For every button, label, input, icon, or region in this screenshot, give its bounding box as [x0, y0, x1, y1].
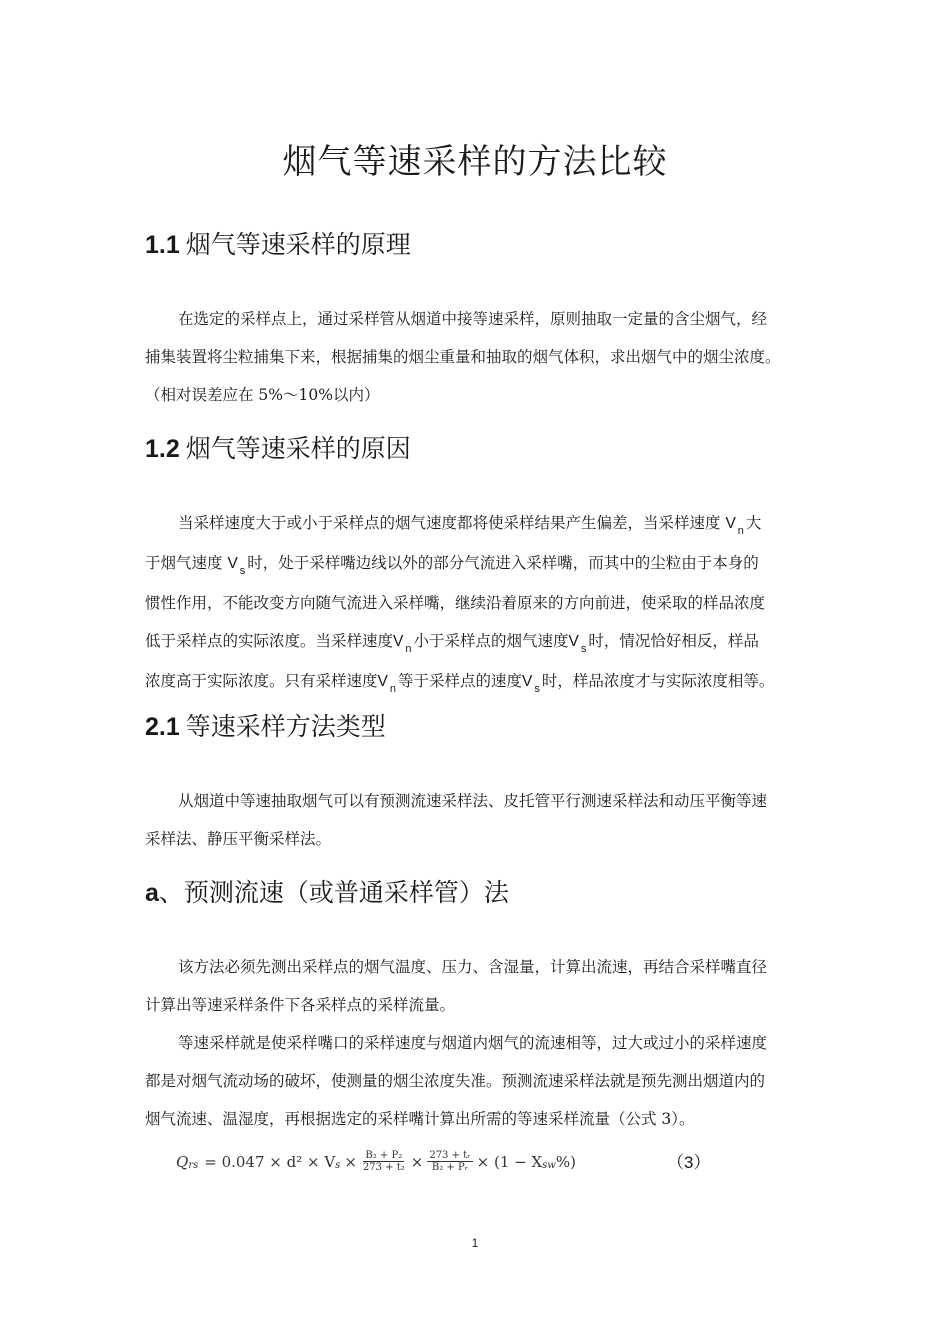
fraction-numerator: 273 + tᵣ: [429, 1150, 471, 1161]
formula-times: ×: [344, 1152, 357, 1171]
section-heading-1-1: [145, 228, 411, 262]
subscript: n: [405, 643, 412, 655]
text-run: 于烟气速度: [145, 554, 223, 572]
section-number: 1.1: [145, 231, 180, 259]
paragraph-principle: [145, 300, 808, 414]
formula-fraction-2: [427, 1150, 472, 1173]
text-run: 小于采样点的烟气速度: [413, 632, 569, 650]
text-run: 浓度高于实际浓度。只有采样速度: [145, 672, 378, 690]
section-number: a: [145, 879, 159, 907]
text-line: 都是对烟气流动场的破坏，使测量的烟尘浓度失准。预测流速采样法就是预先测出烟道内的: [145, 1072, 766, 1090]
formula-3: [176, 1150, 576, 1173]
fraction-numerator: B₂ + P₂: [365, 1150, 403, 1161]
text-line: 捕集装置将尘粒捕集下来，根据捕集的烟尘重量和抽取的烟气体积，求出烟气中的烟尘浓度。: [145, 348, 781, 366]
document-title: 烟气等速采样的方法比较: [282, 142, 668, 182]
formula-tail-sub: sw: [542, 1160, 556, 1171]
section-heading-1-2: [145, 432, 411, 466]
text-line: 该方法必须先测出采样点的烟气温度、压力、含湿量，计算出流速，再结合采样嘴直径: [178, 958, 768, 976]
text-line: [145, 504, 808, 544]
section-heading-a: [145, 876, 509, 910]
section-number: 2.1: [145, 713, 180, 741]
formula-fraction-1: [361, 1150, 407, 1173]
text-run: 大: [745, 514, 762, 532]
page-number: 1: [471, 1236, 479, 1250]
symbol-v: V: [377, 673, 388, 690]
text-run: 当采样速度大于或小于采样点的烟气速度都将使采样结果产生偏差，当采样速度: [178, 514, 721, 532]
section-heading-2-1: [145, 710, 386, 744]
text-line: [145, 544, 808, 584]
text-line: 惯性作用，不能改变方向随气流进入采样嘴，继续沿着原来的方向前进，使采取的样品浓度: [145, 594, 766, 612]
formula-lhs: Q: [176, 1152, 189, 1171]
text-run: 等于采样点的速度: [397, 672, 522, 690]
formula-part1: = 0.047 × d² × V: [204, 1152, 336, 1171]
equation-number: （3）: [667, 1153, 711, 1172]
paragraph-predict-1: [145, 948, 808, 1024]
section-title: 、预测流速（或普通采样管）法: [158, 878, 509, 907]
symbol-v: V: [568, 633, 579, 650]
text-line: [145, 662, 808, 702]
subscript: n: [389, 683, 396, 695]
section-title: 等速采样方法类型: [185, 712, 386, 741]
formula-part1-sub: s: [335, 1160, 341, 1171]
paragraph-predict-2: [145, 1024, 808, 1138]
text-line: [145, 622, 808, 662]
text-run: 低于采样点的实际浓度。当采样速度: [145, 632, 394, 650]
text-line: 在选定的采样点上，通过采样管从烟道中接等速采样，原则抽取一定量的含尘烟气，经: [178, 310, 768, 328]
symbol-v: V: [227, 555, 238, 572]
subscript: s: [239, 565, 246, 577]
text-run: 时，情况恰好相反，样品: [588, 632, 759, 650]
text-line: 等速采样就是使采样嘴口的采样速度与烟道内烟气的流速相等，过大或过小的采样速度: [178, 1034, 768, 1052]
paragraph-method-types: [145, 782, 808, 858]
fraction-denominator: B₂ + Pᵣ: [431, 1162, 469, 1173]
section-title: 烟气等速采样的原因: [185, 434, 411, 463]
text-line: 采样法、静压平衡采样法。: [145, 830, 332, 848]
subscript: n: [737, 525, 744, 537]
text-line: 烟气流速、温湿度，再根据选定的采样嘴计算出所需的等速采样流量（公式 3）。: [145, 1110, 695, 1128]
formula-tail: × (1 − X: [476, 1152, 543, 1171]
subscript: s: [534, 683, 540, 695]
symbol-v: V: [522, 673, 533, 690]
text-run: 时，处于采样嘴边线以外的部分气流进入采样嘴，而其中的尘粒由于本身的: [247, 554, 759, 572]
text-line: 计算出等速采样条件下各采样点的采样流量。: [145, 996, 456, 1014]
formula-times: ×: [410, 1152, 424, 1171]
subscript: s: [580, 643, 587, 655]
symbol-v: V: [725, 515, 736, 532]
formula-tail-end: %): [555, 1152, 576, 1171]
text-line: （相对误差应在 5%～10%以内）: [145, 386, 380, 404]
text-line: 从烟道中等速抽取烟气可以有预测流速采样法、皮托管平行测速采样法和动压平衡等速: [178, 792, 768, 810]
section-title: 烟气等速采样的原理: [185, 230, 411, 259]
paragraph-reason: [145, 504, 808, 702]
fraction-denominator: 273 + t₂: [362, 1162, 405, 1173]
formula-lhs-sub: rs: [188, 1160, 199, 1171]
section-number: 1.2: [145, 435, 180, 463]
symbol-v: V: [393, 633, 404, 650]
text-run: 时，样品浓度才与实际浓度相等。: [541, 672, 775, 690]
